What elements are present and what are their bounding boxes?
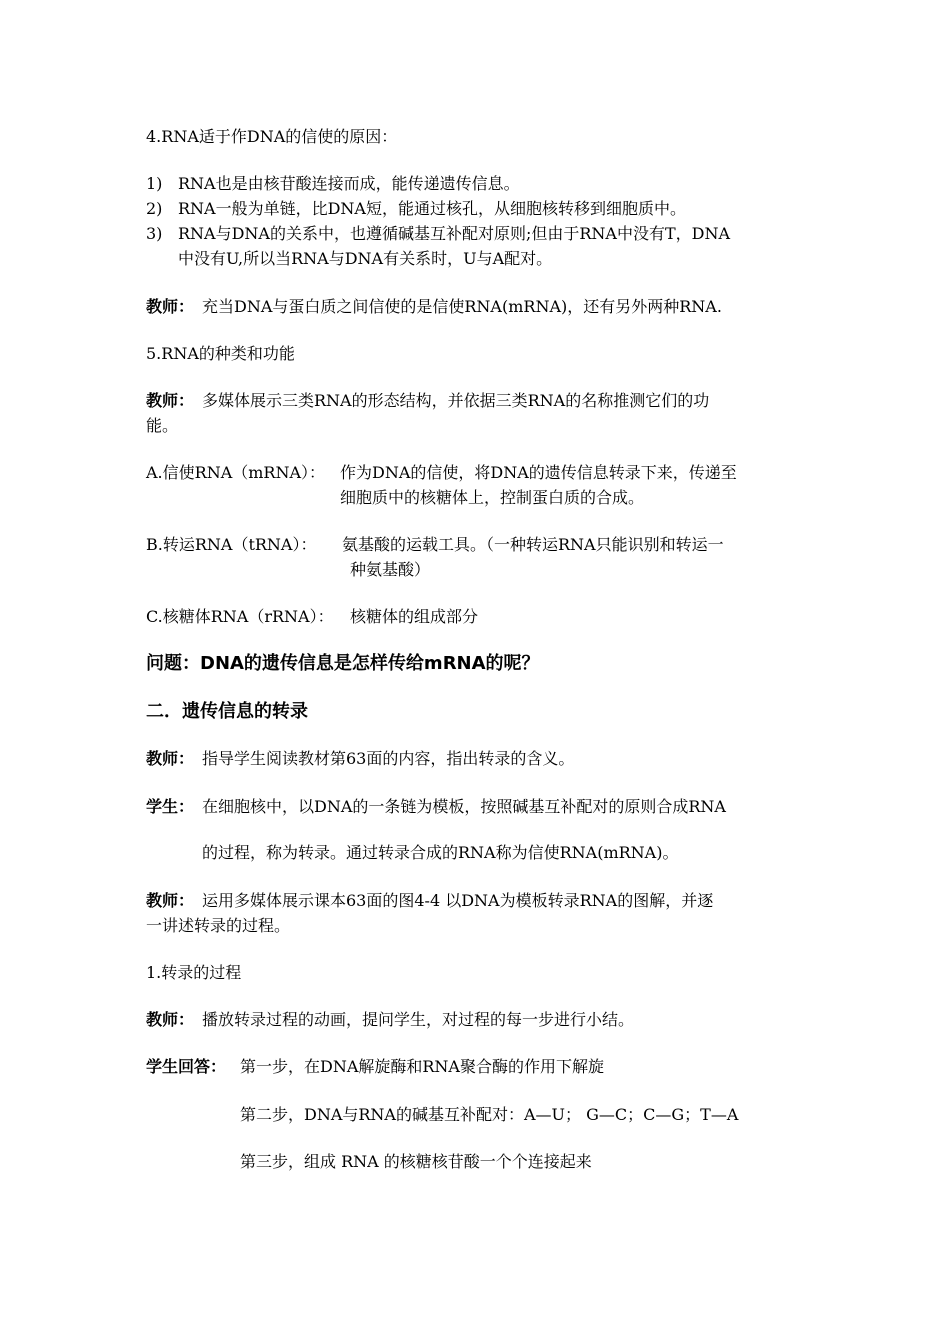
rna-type-b-label: B.转运RNA（tRNA）： [146, 535, 317, 554]
teacher-text-4-line1: 运用多媒体展示课本63面的图4-4 以DNA为模板转录RNA的图解，并逐 [202, 891, 714, 910]
teacher-label: 教师： [146, 1010, 195, 1029]
teacher-text-2-line2: 能。 [146, 416, 179, 435]
step-3: 第三步，组成 RNA 的核糖核苷酸一个个连接起来 [240, 1152, 592, 1171]
step-2: 第二步，DNA与RNA的碱基互补配对：A—U； G—C；C—G；T—A [240, 1105, 739, 1124]
step-1: 第一步，在DNA解旋酶和RNA聚合酶的作用下解旋 [240, 1057, 604, 1076]
rna-type-a-desc-line1: 作为DNA的信使，将DNA的遗传信息转录下来，传递至 [340, 463, 737, 482]
reason-1-number: 1) [146, 174, 163, 193]
student-text-line1: 在细胞核中，以DNA的一条链为模板，按照碱基互补配对的原则合成RNA [202, 797, 726, 816]
reason-3-text-line1: RNA与DNA的关系中，也遵循碱基互补配对原则;但由于RNA中没有T，DNA [178, 224, 731, 243]
teacher-label: 教师： [146, 749, 195, 768]
student-label: 学生： [146, 797, 195, 816]
rna-type-b-desc-line2: 种氨基酸） [350, 560, 431, 579]
section-4-title: 4.RNA适于作DNA的信使的原因： [146, 127, 398, 146]
reason-1-text: RNA也是由核苷酸连接而成，能传递遗传信息。 [178, 174, 520, 193]
teacher-text-2-line1: 多媒体展示三类RNA的形态结构，并依据三类RNA的名称推测它们的功 [202, 391, 710, 410]
reason-2-number: 2) [146, 199, 163, 218]
subsection-1-title: 1.转录的过程 [146, 963, 242, 982]
teacher-text-1: 充当DNA与蛋白质之间信使的是信使RNA(mRNA)，还有另外两种RNA. [202, 297, 722, 316]
reason-3-text-line2: 中没有U,所以当RNA与DNA有关系时，U与A配对。 [178, 249, 553, 268]
rna-type-a-label: A.信使RNA（mRNA）： [146, 463, 326, 482]
teacher-label: 教师： [146, 391, 195, 410]
question-heading: 问题：DNA的遗传信息是怎样传给mRNA的呢？ [146, 653, 540, 674]
teacher-text-4-line2: 一讲述转录的过程。 [146, 916, 291, 935]
rna-type-c-label: C.核糖体RNA（rRNA）： [146, 607, 334, 626]
student-text-line2: 的过程，称为转录。通过转录合成的RNA称为信使RNA(mRNA)。 [202, 843, 679, 862]
rna-type-c-desc: 核糖体的组成部分 [350, 607, 479, 626]
rna-type-b-desc-line1: 氨基酸的运载工具。（一种转运RNA只能识别和转运一 [342, 535, 724, 554]
reason-3-number: 3) [146, 224, 163, 243]
reason-2-text: RNA一般为单链，比DNA短，能通过核孔，从细胞核转移到细胞质中。 [178, 199, 686, 218]
teacher-label: 教师： [146, 297, 195, 316]
section-5-title: 5.RNA的种类和功能 [146, 344, 295, 363]
student-answer-label: 学生回答： [146, 1057, 227, 1076]
teacher-text-5: 播放转录过程的动画，提问学生，对过程的每一步进行小结。 [202, 1010, 635, 1029]
teacher-label: 教师： [146, 891, 195, 910]
rna-type-a-desc-line2: 细胞质中的核糖体上，控制蛋白质的合成。 [340, 488, 645, 507]
section-2-heading: 二．遗传信息的转录 [146, 701, 308, 722]
teacher-text-3: 指导学生阅读教材第63面的内容，指出转录的含义。 [202, 749, 575, 768]
